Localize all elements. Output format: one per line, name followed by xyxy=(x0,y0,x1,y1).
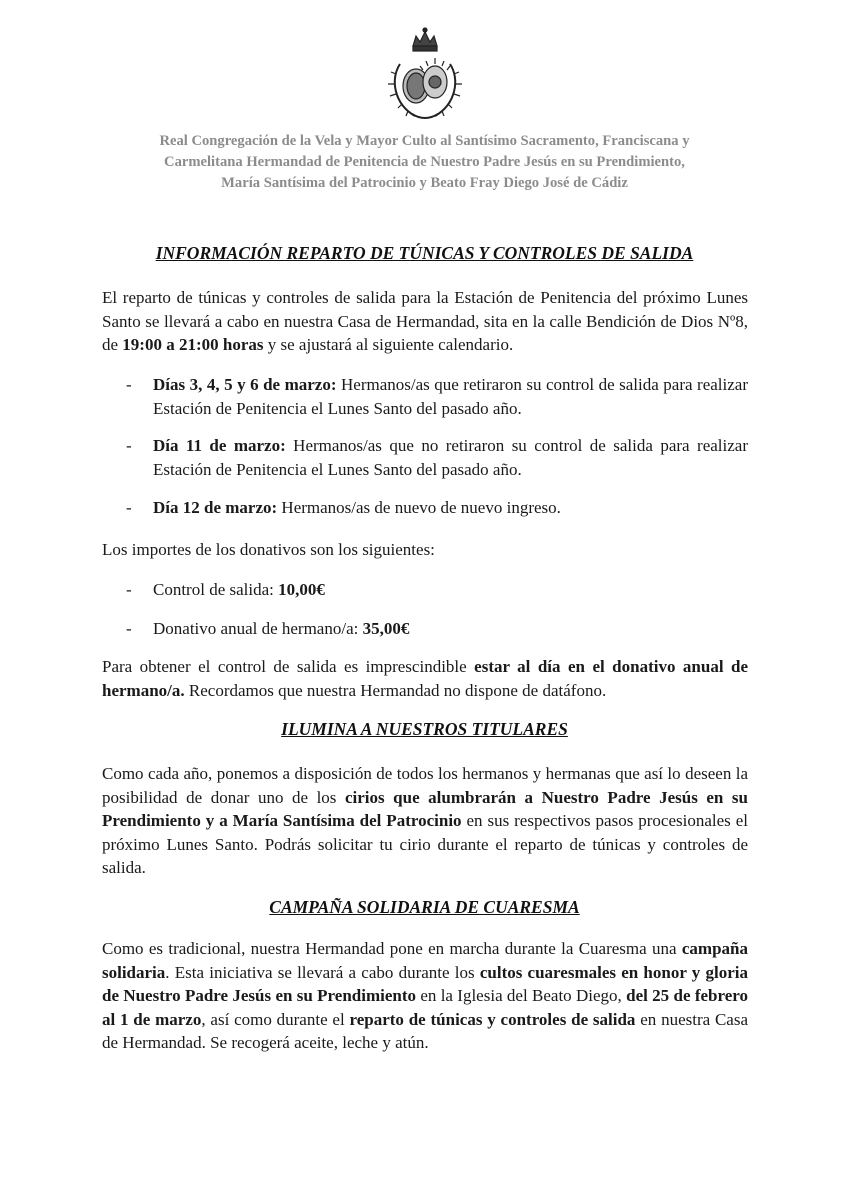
campana-text xyxy=(102,937,748,1055)
campana-b2: cultos cuaresmales en honor y gloria de Nuestro Padre Jesús en su Prendimiento xyxy=(102,962,748,1005)
header-line-2: Carmelitana Hermandad de Penitencia de Nuestro Padre Jesús en su Prendimiento, xyxy=(164,154,685,170)
brotherhood-header xyxy=(60,131,789,194)
ilumina-text-start: Como cada año, ponemos a disposición de todos los hermanos y hermanas que así lo deseen la posibilidad de donar uno de los xyxy=(102,764,748,807)
brotherhood-crest-icon xyxy=(380,24,470,124)
section-title-campana: CAMPAÑA SOLIDARIA DE CUARESMA xyxy=(269,897,580,917)
schedule-desc: Hermanos/as de nuevo de nuevo ingreso. xyxy=(277,498,561,517)
control-note-text: Para obtener el control de salida es imprescindible xyxy=(102,657,475,676)
schedule-desc: Hermanos/as que retiraron su control de salida para realizar Estación de Penitencia el Lunes Santo del pasado año. xyxy=(153,375,748,418)
campana-t2: . Esta iniciativa se llevará a cabo durante los xyxy=(165,962,480,982)
donation-label: Donativo anual de hermano/a: xyxy=(153,619,363,638)
donations-intro: Los importes de los donativos son los siguientes: xyxy=(102,540,435,559)
donation-item xyxy=(126,617,748,641)
donation-amount: 10,00€ xyxy=(278,580,325,599)
schedule-item xyxy=(126,373,748,421)
campana-t1: Como es tradicional, nuestra Hermandad pone en marcha durante la Cuaresma una xyxy=(102,939,682,958)
section-title-ilumina: ILUMINA A NUESTROS TITULARES xyxy=(281,719,568,739)
reparto-hours: 19:00 a 21:00 horas xyxy=(122,335,264,354)
donation-item xyxy=(126,578,748,602)
campana-t3: en la Iglesia del Beato Diego, xyxy=(416,986,627,1005)
campana-t4: , así como durante el xyxy=(201,1009,350,1029)
reparto-intro-end: y se ajustará al siguiente calendario. xyxy=(263,335,514,354)
ilumina-text-end: en sus respectivos pasos procesionales el próximo Lunes Santo. Podrás solicitar tu cirio durante el reparto de túnicas y controles de salida. xyxy=(102,811,748,877)
header-line-3: María Santísima del Patrocinio y Beato Fray Diego José de Cádiz xyxy=(221,175,628,191)
campana-b1: campaña solidaria xyxy=(102,939,748,982)
campana-b3: del 25 de febrero al 1 de marzo xyxy=(102,986,749,1029)
control-note-emphasis: estar al día en el donativo anual de hermano/a. xyxy=(102,657,749,700)
list-marker: - xyxy=(126,498,132,517)
ilumina-text xyxy=(102,762,748,880)
reparto-intro-text: El reparto de túnicas y controles de salida para la Estación de Penitencia del próximo Lunes Santo se llevará a cabo en nuestra Casa de Hermandad, sita en la calle Bendición de Dios Nº8, de xyxy=(102,288,748,354)
list-marker: - xyxy=(126,619,132,638)
schedule-item xyxy=(126,496,748,520)
control-note-end: Recordamos que nuestra Hermandad no dispone de datáfono. xyxy=(184,680,607,700)
schedule-date: Día 12 de marzo: xyxy=(153,498,278,517)
schedule-date: Día 11 de marzo: xyxy=(153,436,286,455)
campana-b4: reparto de túnicas y controles de salida xyxy=(349,1009,636,1029)
schedule-item xyxy=(126,434,748,482)
reparto-intro xyxy=(102,286,748,357)
schedule-desc: Hermanos/as que no retiraron su control de salida para realizar Estación de Penitencia el Lunes Santo del pasado año. xyxy=(153,436,748,479)
ilumina-cirios: cirios que alumbrarán a Nuestro Padre Jesús en su Prendimiento y a María Santísima del Patrocinio xyxy=(102,787,748,830)
section-title-reparto: INFORMACIÓN REPARTO DE TÚNICAS Y CONTROLES DE SALIDA xyxy=(155,243,694,263)
list-marker: - xyxy=(126,436,132,455)
schedule-date: Días 3, 4, 5 y 6 de marzo: xyxy=(153,375,337,394)
donation-amount: 35,00€ xyxy=(362,619,410,638)
control-note xyxy=(102,655,748,702)
header-line-1: Real Congregación de la Vela y Mayor Culto al Santísimo Sacramento, Franciscana y xyxy=(159,133,690,149)
list-marker: - xyxy=(126,375,132,394)
campana-t5: en nuestra Casa de Hermandad. Se recogerá aceite, leche y atún. xyxy=(102,1009,748,1052)
donation-label: Control de salida: xyxy=(153,580,279,599)
list-marker: - xyxy=(126,580,132,599)
